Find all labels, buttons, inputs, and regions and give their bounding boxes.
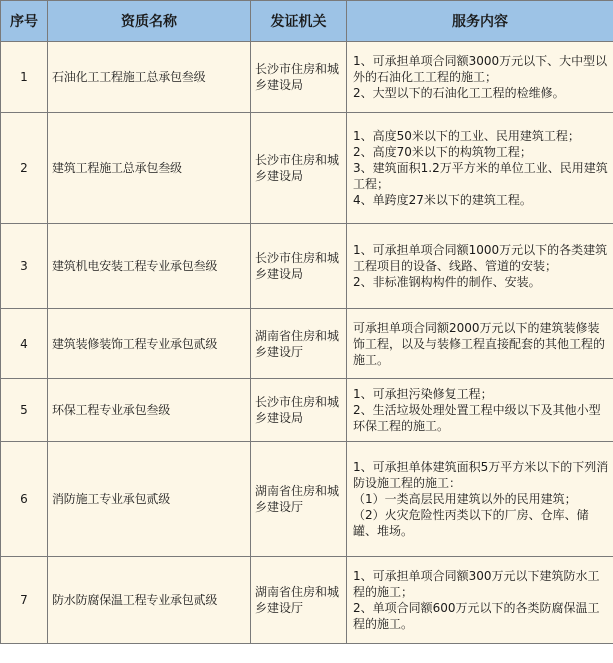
service-line: （1）一类高层民用建筑以外的民用建筑； [353, 492, 577, 506]
row-number: 5 [1, 379, 48, 442]
row-number: 3 [1, 224, 48, 309]
row-number: 6 [1, 442, 48, 557]
service-line: 1、可承担单项合同额300万元以下建筑防水工程的施工； [353, 569, 600, 599]
qualification-name: 石油化工工程施工总承包叁级 [48, 42, 251, 113]
table-row [1, 113, 613, 224]
service-content [347, 224, 613, 309]
table-row [1, 379, 613, 442]
issuing-authority: 长沙市住房和城乡建设局 [251, 379, 347, 442]
row-number: 1 [1, 42, 48, 113]
service-content [347, 309, 613, 379]
issuing-authority: 长沙市住房和城乡建设局 [251, 42, 347, 113]
issuing-authority: 长沙市住房和城乡建设局 [251, 224, 347, 309]
service-line: 2、生活垃圾处理处置工程中级以下及其他小型环保工程的施工。 [353, 403, 601, 433]
qualification-name: 防水防腐保温工程专业承包贰级 [48, 557, 251, 644]
service-line: 2、单项合同额600万元以下的各类防腐保温工程的施工。 [353, 601, 600, 631]
qualification-name: 建筑装修装饰工程专业承包贰级 [48, 309, 251, 379]
service-content [347, 379, 613, 442]
service-line: 4、单跨度27米以下的建筑工程。 [353, 193, 532, 207]
row-number: 4 [1, 309, 48, 379]
service-line: 1、可承担单项合同额3000万元以下、大中型以外的石油化工工程的施工； [353, 54, 608, 84]
qualification-name: 消防施工专业承包贰级 [48, 442, 251, 557]
qualification-name: 建筑工程施工总承包叁级 [48, 113, 251, 224]
service-line: 1、可承担单项合同额1000万元以下的各类建筑工程项目的设备、线路、管道的安装； [353, 243, 608, 273]
row-number: 7 [1, 557, 48, 644]
row-number: 2 [1, 113, 48, 224]
service-line: 1、高度50米以下的工业、民用建筑工程； [353, 129, 580, 143]
service-line: 可承担单项合同额2000万元以下的建筑装修装饰工程，以及与装修工程直接配套的其他工程的施工。 [353, 320, 606, 367]
header-qualification: 资质名称 [48, 1, 251, 42]
table-row [1, 309, 613, 379]
qualification-name: 环保工程专业承包叁级 [48, 379, 251, 442]
service-line: 1、可承担单体建筑面积5万平方米以下的下列消防设施工程的施工： [353, 460, 609, 490]
header-authority: 发证机关 [251, 1, 347, 42]
header-no: 序号 [1, 1, 48, 42]
qualification-name: 建筑机电安装工程专业承包叁级 [48, 224, 251, 309]
service-content [347, 42, 613, 113]
service-line: 2、大型以下的石油化工工程的检维修。 [353, 86, 565, 100]
service-line: 2、非标准钢构构件的制作、安装。 [353, 275, 541, 289]
table-row [1, 42, 613, 113]
table-row [1, 442, 613, 557]
header-service: 服务内容 [347, 1, 613, 42]
table-row [1, 224, 613, 309]
service-line: （2）火灾危险性丙类以下的厂房、仓库、储罐、堆场。 [353, 508, 589, 538]
issuing-authority: 长沙市住房和城乡建设局 [251, 113, 347, 224]
issuing-authority: 湖南省住房和城乡建设厅 [251, 442, 347, 557]
issuing-authority: 湖南省住房和城乡建设厅 [251, 557, 347, 644]
service-content [347, 557, 613, 644]
service-line: 1、可承担污染修复工程； [353, 387, 493, 401]
service-line: 2、高度70米以下的构筑物工程； [353, 145, 532, 159]
header-row [1, 1, 613, 42]
service-content [347, 442, 613, 557]
table-row [1, 557, 613, 644]
service-line: 3、建筑面积1.2万平方米的单位工业、民用建筑工程； [353, 161, 608, 191]
issuing-authority: 湖南省住房和城乡建设厅 [251, 309, 347, 379]
service-content [347, 113, 613, 224]
